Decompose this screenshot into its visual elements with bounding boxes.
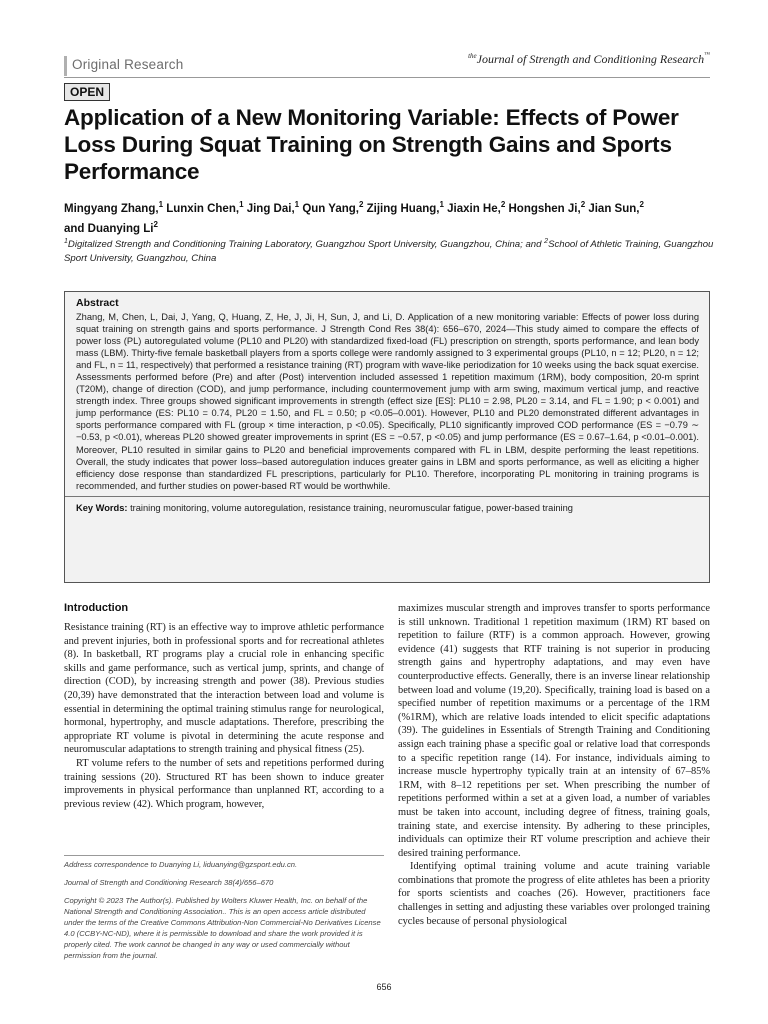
author[interactable]: Jian Sun,$^2$ [588, 200, 644, 215]
author[interactable]: Jing Dai,$^1$ [246, 200, 300, 215]
open-access-badge: OPEN [64, 83, 110, 101]
author[interactable]: Jiaxin He,$^2$ [447, 200, 506, 215]
keywords-label: Key Words: [76, 502, 128, 513]
correspondence-note: Address correspondence to Duanying Li, liduanying@gzsport.edu.cn. [64, 860, 298, 869]
section-marker [64, 56, 67, 76]
body-paragraph: Identifying optimal training volume and acute training variable combinations that promote the progress of elite athletes has been a priority for sports scientists and coaches (26). However, practitioners face challenges in setting and adjusting these variables over prolonged training cycles because of personal physiological [398, 861, 710, 927]
header-divider [64, 77, 710, 78]
abstract-heading: Abstract [76, 297, 119, 309]
author[interactable]: Zijing Huang,$^1$ [366, 200, 444, 215]
author[interactable]: Mingyang Zhang,$^1$ [64, 200, 164, 215]
author[interactable]: Lunxin Chen,$^1$ [166, 200, 244, 215]
journal-prefix: the [468, 52, 477, 60]
body-paragraph: maximizes muscular strength and improves transfer to sports performance is still unknown. Traditional 1 repetition maximum (1RM) RT based on repetition to failure (RTF) is a common approach. However, growing evidence (41) suggests that RTF training is not superior in producing strength gains and hypertrophy adaptations, and may even have counterproductive effects. Generally, there is an inverse linear relationship between load and volume (19,20). Specifically, training load is based on a specified number of repetition maximums or a percentage of the 1RM (%1RM), which are relative loads intended to elicit specific adaptations (39). The guidelines in Essentials of Strength Training and Conditioning assign each training phase a specific goal or relative load that corresponds to a specific repetition range (14). For instance, individuals aiming to increase muscle hypertrophy typically train at an intensity of 67–85% 1RM, with 8–12 repetitions per set. When prescribing the number of repetitions performed within a set at a given load, a number of variables must be taken into account, including degree of fitness, training goals, training state, and exercise intensity. By adhering to these principles, individuals can optimize their RT volume prescription and achieve their desired training performance. [398, 603, 710, 859]
section-heading-introduction: Introduction [64, 602, 129, 614]
author[interactable]: Hongshen Ji,$^2$ [508, 200, 586, 215]
abstract-box [64, 291, 710, 583]
journal-logo [468, 52, 710, 67]
copyright-note: Copyright © 2023 The Author(s). Published by Wolters Kluwer Health, Inc. on behalf of the National Strength and Conditioning Association.. This is an open access article distributed under the terms of the Creative Commons Attribution-Non Commercial-No Derivatives License 4.0 (CCBY-NC-ND), where it is permissible to download and share the work provided it is properly cited. The work cannot be changed in any way or used commercially without permission from the journal. [64, 896, 381, 960]
section-label: Original Research [72, 57, 184, 72]
left-column [64, 602, 384, 811]
body-paragraph: RT volume refers to the number of sets and repetitions performed during training sessions (20). Structured RT has been shown to induce greater improvements in physical performance than unplanned RT, according to a previous review (42). Which program, however, [64, 757, 384, 810]
abstract-divider [65, 496, 709, 497]
author-list [64, 197, 714, 237]
journal-title: Journal of Strength and Conditioning Research [476, 52, 705, 66]
right-column [398, 602, 710, 928]
keywords-list: training monitoring, volume autoregulation, resistance training, neuromuscular fatigue, power-based training [127, 502, 573, 513]
page-number: 656 [376, 982, 392, 992]
abstract-text: Zhang, M, Chen, L, Dai, J, Yang, Q, Huang, Z, He, J, Ji, H, Sun, J, and Li, D. Application of a new monitoring variable: Effects of power loss during squat training on strength gains and sports performance. J Strength Cond Res 38(4): 656–670, 2024—This study aimed to compare the effects of power loss (PL) autoregulated volume (PL10 and PL20) with standardized fixed-load (FL) prescription on strength, sports performance, and lean body mass (LBM). Thirty-five female basketball players from a sports college were randomly assigned to 3 experimental groups (PL10, n = 12; PL20, n = 12; and FL, n = 11, respectively) that performed a resistance training (RT) program with wave-like periodization for 10 weeks using the back squat exercise. Assessments performed before (Pre) and after (Post) intervention included assessed 1 repetition maximum (1RM), body composition, 20-m sprint (T20M), change of direction (COD), and jump performance, including countermovement jump with arm swing, maximum vertical jump, and reactive strength index. Three groups showed significant improvements in strength (effect size [ES]: PL10 = 2.98, PL20 = 3.14, and FL = 1.90; p < 0.001) and jump performance (ES: PL10 = 0.74, PL20 = 1.50, and FL = 0.50; p <0.05–0.001). However, PL10 and PL20 demonstrated different advantages in sports performance compared with FL (group × time interaction, p <0.05). Specifically, PL10 significantly improved COD performance (ES = −0.79 ∼ −0.53, p <0.01), whereas PL20 showed greater improvements in sprint (ES = −0.57, p <0.05) and jump performance (ES = 0.67–1.64, p <0.01–0.001). Moreover, PL10 resulted in similar gains to PL20 and beneficial improvements compared with FL in LBM, despite performing the least repetitions. Overall, the study indicates that power loss–based autoregulation induces greater gains in LBM and sports performance, as well as eliciting a higher efficiency dose response than standardized FL prescriptions, particularly for PL10. Therefore, incorporating PL monitoring in training programs is recommended, and further studies on power-based RT would be worthwhile. [76, 312, 699, 491]
body-paragraph: Resistance training (RT) is an effective way to improve athletic performance and prevent injuries, both in professional sports and for recreational athletes (8). In basketball, RT programs play a crucial role in enhancing specific skills and game performance, such as vertical jump, sprints, and change of direction (COD), by increasing strength and power (38). Previous studies (20,39) have demonstrated that the interaction between load and volume is essential in determining the optimal training stimulus range for neurological, hormonal, hypertrophy, and muscle adaptations. Therefore, prescribing the appropriate RT volume is pivotal in determining the acute response and neuromuscular adaptations to strength training and physical fitness (25). [64, 622, 384, 756]
keywords [76, 502, 699, 514]
journal-trademark: ™ [704, 52, 710, 58]
author[interactable]: and Duanying Li$^2$ [64, 219, 158, 235]
citation-note: Journal of Strength and Conditioning Research 38(4)/656–670 [64, 878, 274, 887]
author[interactable]: Qun Yang,$^2$ [302, 200, 364, 215]
footnote-divider [64, 855, 384, 856]
article-title: Application of a New Monitoring Variable: Effects of Power Loss During Squat Training on Strength Gains and Sports Performance [64, 105, 679, 184]
affiliations: $^1$Digitalized Strength and Conditioning Training Laboratory, Guangzhou Sport University, Guangzhou, China; and $^2$School of Athletic Training, Guangzhou Sport University, Guangzhou, China [64, 238, 714, 265]
